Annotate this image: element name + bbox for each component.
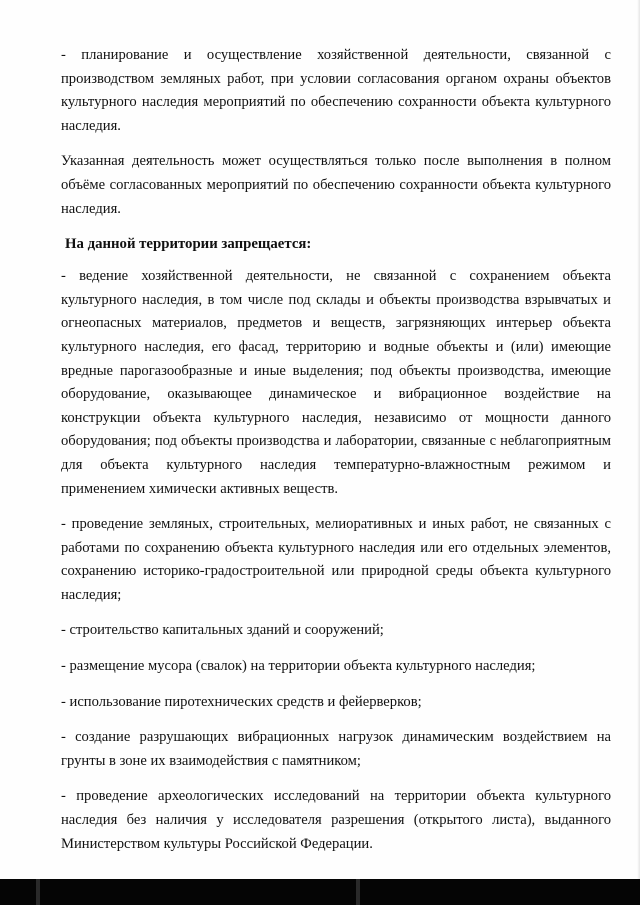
prohibition-earthworks: - проведение земляных, строительных, мелиоративных и иных работ, не связанных с работами по сохранению объекта культурного наследия или его отдельных элементов, сохранению историко-градостроительной или природной среды объекта культурного наследия; [61, 516, 611, 603]
prohibitions-heading: На данной территории запрещается: [65, 236, 312, 253]
scan-bottom-border [0, 879, 640, 905]
prohibition-archaeological-research: - проведение археологических исследований на территории объекта культурного наследия без наличия у исследователя разрешения (открытого листа), выданного Министерством культуры Российской Федерации. [61, 788, 611, 852]
prohibition-pyrotechnics: - использование пиротехнических средств и фейерверков; [61, 693, 422, 710]
prohibition-capital-construction: - строительство капитальных зданий и сооружений; [61, 622, 384, 639]
prohibition-garbage-dumps: - размещение мусора (свалок) на территории объекта культурного наследия; [61, 658, 536, 675]
prohibition-vibration-loads: - создание разрушающих вибрационных нагрузок динамическим воздействием на грунты в зоне их взаимодействия с памятником; [61, 729, 611, 769]
scan-border-seam [36, 879, 40, 905]
scan-border-seam [356, 879, 360, 905]
paragraph-activity-condition: Указанная деятельность может осуществляться только после выполнения в полном объёме согласованных мероприятий по обеспечению сохранности объекта культурного наследия. [61, 153, 611, 217]
paragraph-earthworks-planning: - планирование и осуществление хозяйственной деятельности, связанной с производством земляных работ, при условии согласования органом охраны объектов культурного наследия мероприятий по обеспечению сохранности объекта культурного наследия. [61, 47, 611, 134]
prohibition-economic-activity: - ведение хозяйственной деятельности, не связанной с сохранением объекта культурного наследия, в том числе под склады и объекты производства взрывчатых и огнеопасных материалов, предметов и веществ, загрязняющих интерьер объекта культурного наследия, его фасад, территорию и водные объекты и (или) имеющие вредные парогазообразные и иные выделения; под объекты производства, имеющие оборудование, оказывающее динамическое и вибрационное воздействие на конструкции объекта культурного наследия, независимо от мощности данного оборудования; под объекты производства и лаборатории, связанные с неблагоприятным для объекта культурного наследия температурно-влажностным режимом и применением химически активных веществ. [61, 268, 611, 497]
document-body [61, 44, 611, 868]
